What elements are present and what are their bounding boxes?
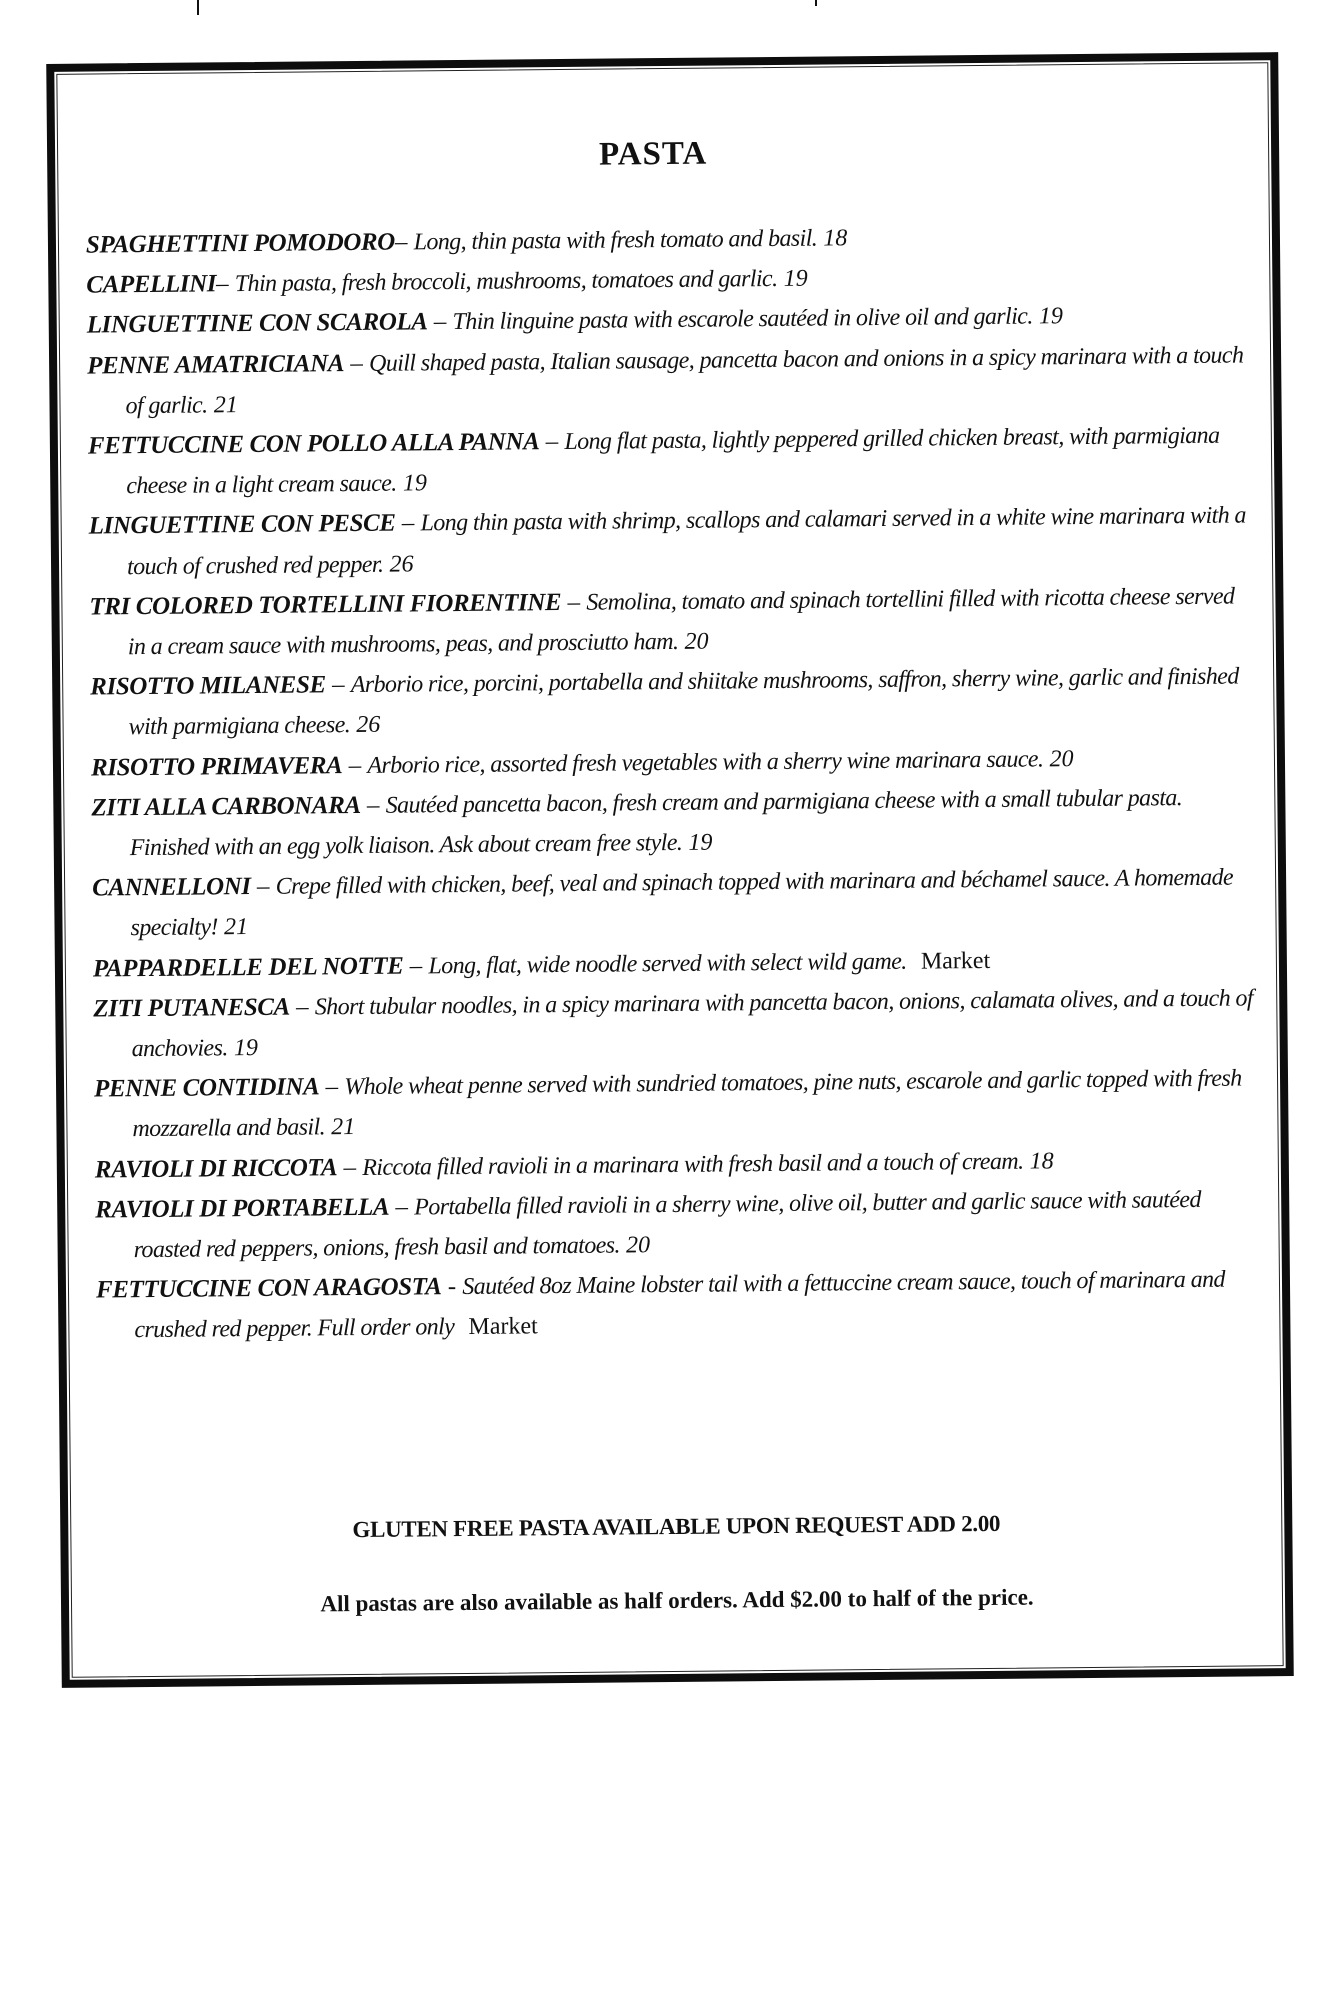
menu-item-separator: – [337,1153,363,1181]
menu-item [87,335,1254,427]
menu-item-name: CANNELLONI [92,873,251,902]
menu-item-name: FETTUCCINE CON POLLO ALLA PANNA [87,428,540,460]
menu-item [93,978,1260,1070]
menu-item-separator: – [539,428,565,456]
menu-item-description: Arborio rice, porcini, portabella and shiitake mushrooms, saffron, sherry wine, garlic and finished with parmigiana cheese. [128,663,1239,741]
menu-content [84,60,1275,1679]
menu-item [92,858,1259,950]
menu-item-price: 20 [684,628,709,655]
menu-item-separator: – [427,308,453,336]
menu-frame [46,52,1294,1688]
menu-item-separator: – [360,791,386,819]
menu-item-name: LINGUETTINE CON PESCE [88,510,396,540]
menu-item [91,777,1258,869]
menu-item-description: Crepe filled with chicken, beef, veal and spinach topped with marinara and béchamel sauce. A homemade specialty! [130,864,1234,942]
menu-item-name: TRI COLORED TORTELLINI FIORENTINE [89,588,562,621]
menu-item-name: CAPELLINI [86,270,217,299]
menu-item-separator: – [403,951,429,980]
menu-item-price: 19 [783,265,808,293]
menu-item-price: 21 [223,914,249,941]
menu-item-separator: – [215,270,235,298]
menu-item [90,657,1257,749]
menu-item-description: Short tubular noodles, in a spicy marinara with pancetta bacon, onions, calamata olives, and a touch of anchovies. [131,985,1254,1063]
menu-item-description: Riccota filled ravioli in a marinara with fresh basil and a touch of cream. [362,1148,1024,1181]
menu-item-description: Long, thin pasta with fresh tomato and basil. [413,225,818,256]
menu-item-name: SPAGHETTINI POMODORO [85,228,396,259]
menu-item-name: RAVIOLI DI RICCOTA [94,1153,338,1184]
menu-item-price: 26 [356,712,381,739]
menu-item [96,1260,1263,1352]
menu-item-description: Whole wheat penne served with sundried tomatoes, pine nuts, escarole and garlic topped with fresh mozzarella and basil. [132,1065,1242,1143]
menu-item-name: FETTUCCINE CON ARAGOSTA [95,1273,442,1304]
menu-item [88,496,1255,588]
menu-list [86,214,1273,1351]
menu-item-price: 21 [331,1114,356,1141]
menu-item-price: 18 [823,225,848,252]
menu-item-description: Quill shaped pasta, Italian sausage, pancetta bacon and onions in a spicy marinara with a touch of garlic. [125,342,1244,420]
menu-item-separator: - [441,1273,463,1301]
menu-title: PASTA [598,135,708,173]
menu-item-price: 20 [625,1232,651,1259]
menu-item-name: RISOTTO PRIMAVERA [90,751,343,782]
menu-item-separator: – [342,751,368,779]
scan-mark [815,0,817,6]
menu-item [89,576,1256,668]
menu-item-description: Long flat pasta, lightly peppered grilled chicken breast, with parmigiana cheese in a light cream sauce. [126,422,1220,500]
gluten-free-notice: GLUTEN FREE PASTA AVAILABLE UPON REQUEST ADD 2.00 [352,1510,1001,1543]
menu-item-separator: – [319,1073,345,1101]
menu-item-price: 19 [1038,303,1064,330]
menu-item-description: Sautéed 8oz Maine lobster tail with a fettuccine cream sauce, touch of marinara and crushed red pepper. Full order only [134,1266,1225,1344]
menu-item-description: Thin linguine pasta with escarole sautéed in olive oil and garlic. [452,303,1033,336]
menu-item-name: RISOTTO MILANESE [90,671,326,701]
menu-item-separator: – [394,228,414,256]
menu-item-price: 19 [233,1035,259,1062]
menu-item-name: PAPPARDELLE DEL NOTTE [92,952,404,983]
menu-item-price: Market [468,1313,538,1341]
menu-item-name: PENNE CONTIDINA [93,1073,320,1103]
menu-item-price: 20 [1049,745,1074,772]
menu-item-description: Arborio rice, assorted fresh vegetables with a sherry wine marinara sauce. [367,746,1044,779]
menu-item-separator: – [561,588,587,616]
menu-item-name: ZITI PUTANESCA [93,993,290,1023]
menu-item-price: 21 [213,391,238,419]
menu-item-price: 26 [389,551,414,578]
menu-item-description: Thin pasta, fresh broccoli, mushrooms, tomatoes and garlic. [234,266,778,298]
menu-item-separator: – [395,509,421,538]
menu-item-price: 19 [402,470,428,497]
menu-item-price: 18 [1029,1148,1054,1175]
menu-item [94,1059,1261,1151]
menu-item-name: RAVIOLI DI PORTABELLA [95,1193,390,1224]
menu-item-price: Market [920,947,991,975]
menu-item-separator: – [343,349,370,377]
menu-item-description: Sautéed pancetta bacon, fresh cream and parmigiana cheese with a small tubular pasta. Finished with an egg yolk liaison. Ask about cream free style. [129,784,1183,862]
menu-item-description: Long, flat, wide noodle served with select wild game. [428,948,907,979]
menu-item-name: PENNE AMATRICIANA [87,349,345,380]
menu-item-description: Semolina, tomato and spinach tortellini filled with ricotta cheese served in a cream sauce with mushrooms, peas, and prosciutto ham. [127,583,1235,661]
menu-item-separator: – [325,671,351,699]
menu-item-separator: – [289,993,315,1021]
scan-mark [197,0,199,15]
menu-item-name: LINGUETTINE CON SCAROLA [86,308,428,339]
menu-item [95,1179,1262,1271]
menu-item-description: Portabella filled ravioli in a sherry wine, olive oil, butter and garlic sauce with sautéed roasted red peppers, onions, fresh basil and tomatoes. [133,1186,1201,1264]
menu-item-name: ZITI ALLA CARBONARA [91,791,361,822]
menu-item [88,415,1255,507]
menu-item-separator: – [250,873,276,901]
menu-item-price: 19 [688,829,713,856]
half-orders-notice: All pastas are also available as half orders. Add $2.00 to half of the price. [320,1584,1034,1617]
menu-item-separator: – [389,1193,415,1221]
menu-item-description: Long thin pasta with shrimp, scallops and calamari served in a white wine marinara with a touch of crushed red pepper. [126,502,1246,580]
